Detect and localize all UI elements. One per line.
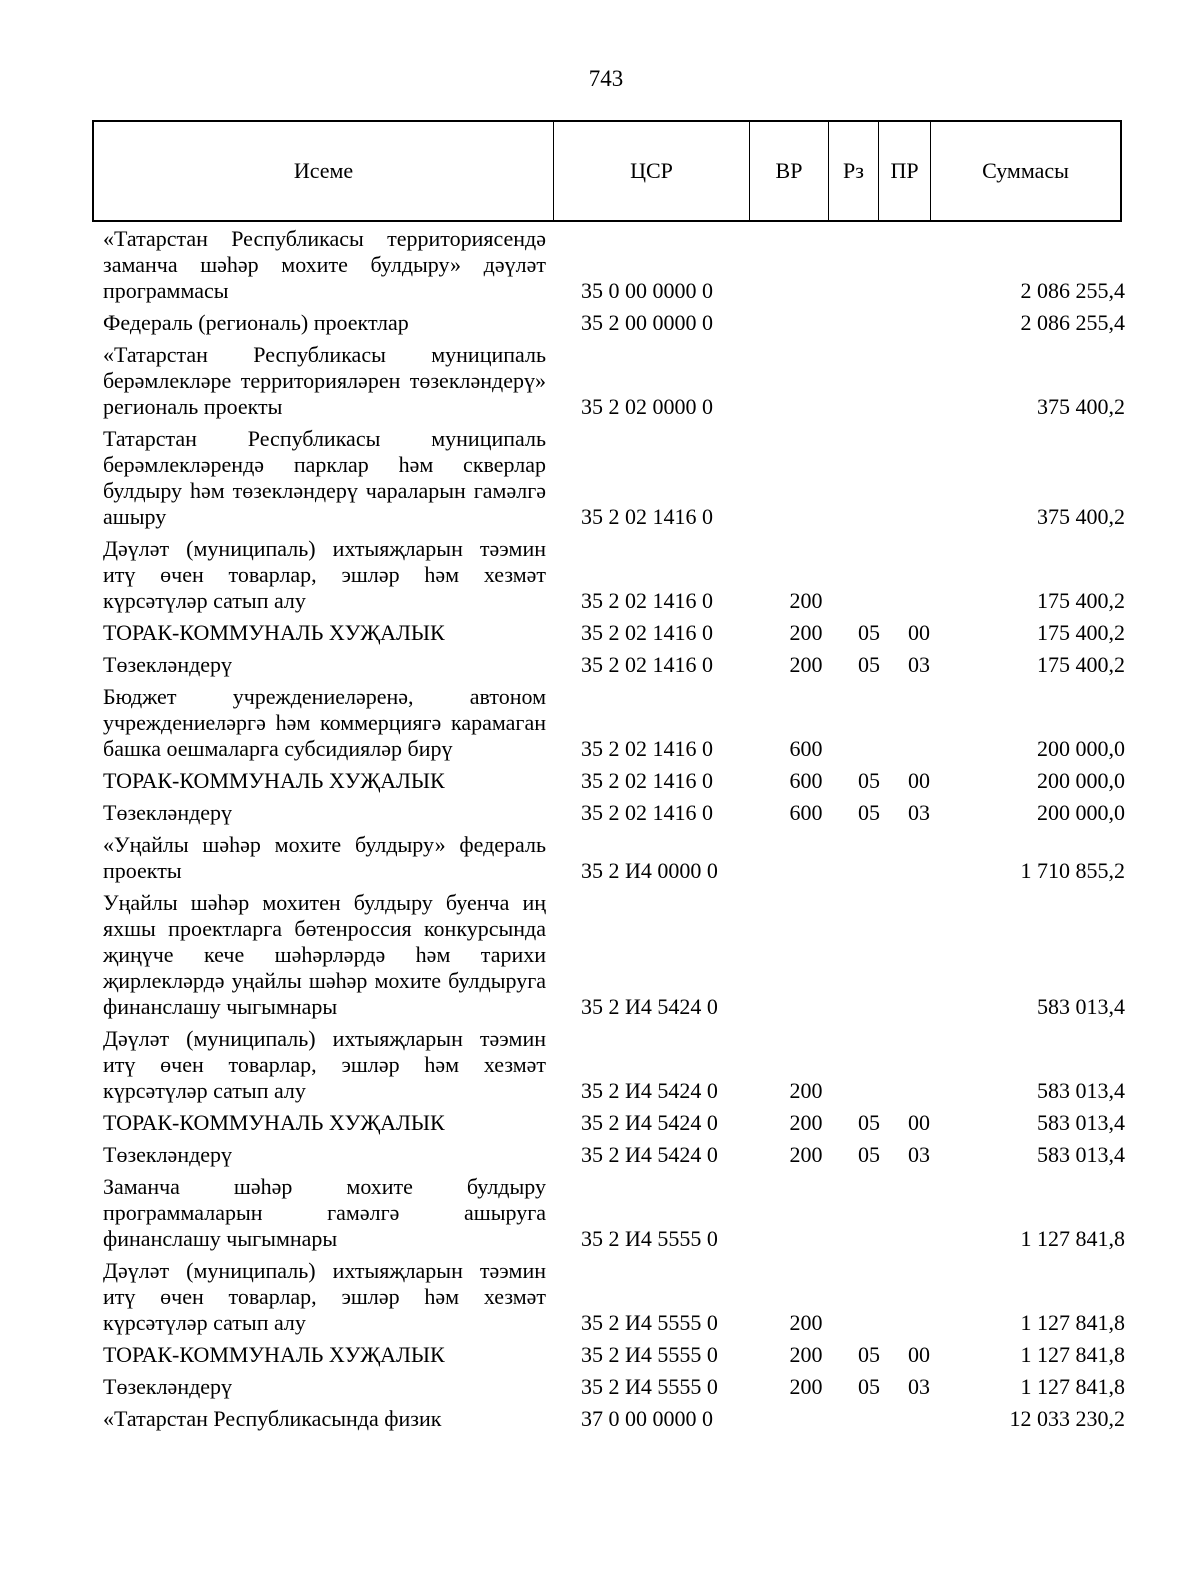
row-csr: 35 2 02 1416 0 — [581, 652, 713, 677]
row-sum: 1 127 841,8 — [1020, 1342, 1125, 1367]
row-pr: 00 — [908, 1110, 930, 1135]
row-name: Төзекләндерү — [103, 800, 233, 825]
row-vr: 200 — [789, 652, 823, 677]
row-sum: 1 127 841,8 — [1020, 1310, 1125, 1335]
table-row — [103, 310, 1125, 336]
row-name: Төзекләндерү — [103, 1142, 233, 1167]
row-sum: 1 127 841,8 — [1020, 1374, 1125, 1399]
row-sum: 375 400,2 — [1037, 394, 1125, 419]
row-csr: 35 2 И4 5555 0 — [581, 1226, 718, 1251]
row-csr: 35 2 02 1416 0 — [581, 768, 713, 793]
header-vr: ВР — [750, 122, 829, 220]
row-vr: 200 — [789, 1110, 823, 1135]
table-row — [103, 226, 1125, 304]
row-sum: 2 086 255,4 — [1020, 310, 1125, 335]
row-sum: 1 127 841,8 — [1020, 1226, 1125, 1251]
row-vr: 200 — [789, 1374, 823, 1399]
row-csr: 35 2 02 1416 0 — [581, 800, 713, 825]
header-name: Исеме — [94, 122, 554, 220]
row-rz: 05 — [858, 1110, 880, 1135]
row-csr: 35 2 И4 0000 0 — [581, 858, 718, 883]
row-name: Федераль (региональ) проектлар — [103, 310, 409, 335]
row-vr: 200 — [789, 588, 823, 613]
row-vr: 600 — [789, 736, 823, 761]
row-sum: 2 086 255,4 — [1020, 278, 1125, 303]
row-csr: 35 2 И4 5424 0 — [581, 1110, 718, 1135]
table-row — [103, 426, 1125, 530]
row-pr: 03 — [908, 1374, 930, 1399]
row-sum: 175 400,2 — [1037, 652, 1125, 677]
row-name: «Татарстан Республикасы муниципаль берәмлекләре территорияләрен төзекләндерү» региональ проекты — [103, 342, 546, 419]
row-csr: 35 2 И4 5555 0 — [581, 1342, 718, 1367]
row-sum: 1 710 855,2 — [1020, 858, 1125, 883]
table-row — [103, 890, 1125, 1020]
row-csr: 35 2 02 1416 0 — [581, 620, 713, 645]
table-body — [103, 226, 1125, 1438]
row-sum: 583 013,4 — [1037, 1142, 1125, 1167]
row-sum: 200 000,0 — [1037, 736, 1125, 761]
row-pr: 03 — [908, 1142, 930, 1167]
row-sum: 375 400,2 — [1037, 504, 1125, 529]
row-vr: 200 — [789, 1078, 823, 1103]
row-csr: 35 2 И4 5555 0 — [581, 1310, 718, 1335]
row-sum: 12 033 230,2 — [1009, 1406, 1125, 1431]
row-rz: 05 — [858, 652, 880, 677]
header-pr: ПР — [879, 122, 931, 220]
row-csr: 35 2 02 1416 0 — [581, 504, 713, 529]
row-name: ТОРАК-КОММУНАЛЬ ХУҖАЛЫК — [103, 620, 445, 645]
row-csr: 35 2 И4 5424 0 — [581, 1078, 718, 1103]
row-name: «Татарстан Республикасында физик — [103, 1406, 442, 1431]
row-csr: 35 0 00 0000 0 — [581, 278, 713, 303]
table-row — [103, 832, 1125, 884]
row-name: «Татарстан Республикасы территориясендә заманча шәһәр мохите булдыру» дәүләт программасы — [103, 226, 546, 303]
row-name: Бюджет учреждениеләренә, автоном учреждениеләргә һәм коммерциягә карамаган башка оешмаларга субсидияләр бирү — [103, 684, 546, 761]
row-vr: 600 — [789, 768, 823, 793]
row-csr: 35 2 И4 5424 0 — [581, 1142, 718, 1167]
row-vr: 600 — [789, 800, 823, 825]
row-sum: 583 013,4 — [1037, 994, 1125, 1019]
row-name: Уңайлы шәһәр мохитен булдыру буенча иң яхшы проектларга бөтенроссия конкурсында җиңүче кече шәһәрләрдә һәм тарихи җирлекләрдә уңайлы шәһәр мохите булдыруга финанслашу чыгымнары — [103, 890, 546, 1019]
row-csr: 35 2 02 1416 0 — [581, 588, 713, 613]
row-sum: 175 400,2 — [1037, 588, 1125, 613]
table-row — [103, 1026, 1125, 1104]
table-row — [103, 1142, 1125, 1168]
row-sum: 175 400,2 — [1037, 620, 1125, 645]
row-csr: 35 2 02 1416 0 — [581, 736, 713, 761]
row-name: ТОРАК-КОММУНАЛЬ ХУҖАЛЫК — [103, 1110, 445, 1135]
table-row — [103, 768, 1125, 794]
row-csr: 35 2 И4 5424 0 — [581, 994, 718, 1019]
row-name: Татарстан Республикасы муниципаль берәмлекләрендә парклар һәм скверлар булдыру һәм төзекләндерү чараларын гамәлгә ашыру — [103, 426, 546, 529]
row-name: Дәүләт (муниципаль) ихтыяҗларын тәэмин итү өчен товарлар, эшләр һәм хезмәт күрсәтүләр сатып алу — [103, 1026, 546, 1103]
row-name: Дәүләт (муниципаль) ихтыяҗларын тәэмин итү өчен товарлар, эшләр һәм хезмәт күрсәтүләр сатып алу — [103, 536, 546, 613]
row-csr: 35 2 И4 5555 0 — [581, 1374, 718, 1399]
table-row — [103, 620, 1125, 646]
page-number: 743 — [588, 66, 624, 91]
table-row — [103, 1174, 1125, 1252]
table-row — [103, 1406, 1125, 1432]
row-name: Дәүләт (муниципаль) ихтыяҗларын тәэмин итү өчен товарлар, эшләр һәм хезмәт күрсәтүләр сатып алу — [103, 1258, 546, 1335]
table-row — [103, 652, 1125, 678]
row-sum: 583 013,4 — [1037, 1078, 1125, 1103]
header-rz: Рз — [829, 122, 879, 220]
table-row — [103, 1342, 1125, 1368]
row-rz: 05 — [858, 1342, 880, 1367]
header-sum: Суммасы — [982, 158, 1069, 183]
row-pr: 03 — [908, 800, 930, 825]
row-rz: 05 — [858, 1142, 880, 1167]
row-name: Заманча шәһәр мохите булдыру программаларын гамәлгә ашыруга финанслашу чыгымнары — [103, 1174, 546, 1251]
row-rz: 05 — [858, 620, 880, 645]
table-row — [103, 800, 1125, 826]
row-vr: 200 — [789, 1310, 823, 1335]
row-name: Төзекләндерү — [103, 1374, 233, 1399]
row-csr: 35 2 00 0000 0 — [581, 310, 713, 335]
row-csr: 37 0 00 0000 0 — [581, 1406, 713, 1431]
row-name: ТОРАК-КОММУНАЛЬ ХУҖАЛЫК — [103, 768, 445, 793]
table-row — [103, 1374, 1125, 1400]
table-row — [103, 536, 1125, 614]
row-vr: 200 — [789, 1142, 823, 1167]
row-vr: 200 — [789, 620, 823, 645]
table-row — [103, 342, 1125, 420]
row-rz: 05 — [858, 800, 880, 825]
row-rz: 05 — [858, 768, 880, 793]
row-csr: 35 2 02 0000 0 — [581, 394, 713, 419]
row-name: ТОРАК-КОММУНАЛЬ ХУҖАЛЫК — [103, 1342, 445, 1367]
row-pr: 00 — [908, 768, 930, 793]
row-sum: 200 000,0 — [1037, 768, 1125, 793]
row-vr: 200 — [789, 1342, 823, 1367]
row-sum: 583 013,4 — [1037, 1110, 1125, 1135]
row-rz: 05 — [858, 1374, 880, 1399]
row-pr: 03 — [908, 652, 930, 677]
row-name: «Уңайлы шәһәр мохите булдыру» федераль проекты — [103, 832, 546, 883]
table-row — [103, 684, 1125, 762]
row-pr: 00 — [908, 620, 930, 645]
row-pr: 00 — [908, 1342, 930, 1367]
table-header — [92, 120, 1122, 222]
row-name: Төзекләндерү — [103, 652, 233, 677]
row-sum: 200 000,0 — [1037, 800, 1125, 825]
table-row — [103, 1258, 1125, 1336]
table-row — [103, 1110, 1125, 1136]
header-csr: ЦСР — [554, 122, 750, 220]
